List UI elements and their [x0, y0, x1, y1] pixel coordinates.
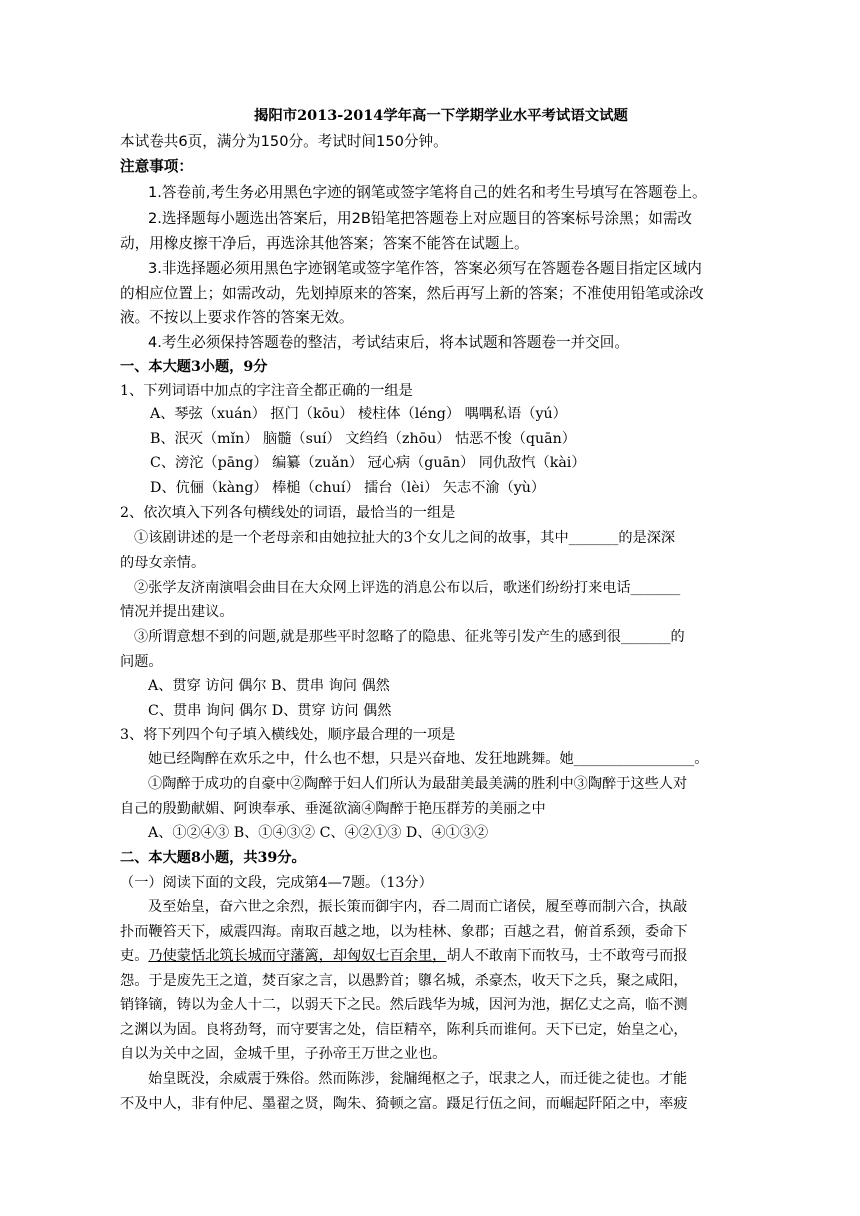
question-2-option: A、贯穿 访问 偶尔 B、贯串 询问 偶然 [148, 678, 390, 694]
question-1-stem: 1、下列词语中加点的字注音全都正确的一组是 [120, 383, 413, 399]
question-1-option: D、伉俪（kàng） 棒槌（chuí） 擂台（lèi） 矢志不渝（yù） [150, 480, 546, 496]
sentence-text: ③所谓意想不到的问题,就是那些平时忽略了的隐患、征兆等引发产生的感到很 [134, 629, 621, 645]
reading-subheading: （一）阅读下面的文段，完成第4—7题。（13分） [120, 875, 433, 891]
question-2-sentence-1-cont: 的母女亲情。 [120, 555, 206, 571]
notice-line: 4.考生必须保持答题卷的整洁，考试结束后，将本试题和答题卷一并交回。 [148, 334, 629, 351]
notice-line: 液。不按以上要求作答的答案无效。 [120, 309, 354, 326]
exam-intro: 本试卷共6页，满分为150分。考试时间150分钟。 [120, 133, 448, 150]
question-2-sentence-3-cont: 问题。 [120, 654, 163, 670]
passage-line: 始皇既没，余威震于殊俗。然而陈涉，瓮牖绳枢之子，氓隶之人，而迁徙之徒也。才能 [148, 1071, 688, 1087]
question-1-option: B、泯灭（mǐn） 脑髓（suí） 文绉绉（zhōu） 怙恶不悛（quān） [150, 431, 576, 447]
passage-line: 及至始皇，奋六世之余烈，振长策而御宇内，吞二周而亡诸侯，履至尊而制六合，执敲 [148, 899, 688, 915]
question-3-stem: 3、将下列四个句子填入横线处，顺序最合理的一项是 [120, 727, 456, 743]
question-3-options: A、①②④③ B、①④③② C、④②①③ D、④①③② [148, 825, 489, 841]
exam-title: 揭阳市2013-2014学年高一下学期学业水平考试语文试题 [254, 107, 628, 124]
notice-line: 3.非选择题必须用黑色字迹钢笔或签字笔作答，答案必须写在答题卷各题目指定区域内 [148, 260, 702, 277]
question-2-stem: 2、依次填入下列各句横线处的词语，最恰当的一组是 [120, 505, 456, 521]
section-1-heading: 一、本大题3小题，9分 [120, 359, 268, 375]
passage-line: 销锋镝，铸以为金人十二，以弱天下之民。然后践华为城，因河为池，据亿丈之高，临不测 [120, 997, 688, 1013]
question-2-option: C、贯串 询问 偶尔 D、贯穿 访问 偶然 [148, 703, 392, 719]
underlined-sentence: 乃使蒙恬北筑长城而守藩篱，却匈奴七百余里， [148, 948, 447, 964]
notice-line: 2.选择题每小题选出答案后，用2B铅笔把答题卷上对应题目的答案标号涂黑；如需改 [148, 210, 693, 227]
passage-text: 吏。 [120, 948, 149, 964]
notice-line: 动，用橡皮擦干净后，再选涂其他答案；答案不能答在试题上。 [120, 235, 529, 252]
answer-blank: _______ [568, 530, 619, 546]
passage-text: 胡人不敢南下而牧马，士不敢弯弓而报 [446, 948, 688, 964]
question-1-option: C、滂沱（pāng） 编纂（zuǎn） 冠心病（guān） 同仇敌忾（kài） [150, 455, 586, 471]
answer-blank: _______ [620, 629, 671, 645]
notice-line: 的相应位置上；如需改动，先划掉原来的答案，然后再写上新的答案；不准使用铅笔或涂改 [120, 285, 704, 302]
sentence-text: 她已经陶醉在欢乐之中，什么也不想，只是兴奋地、发狂地跳舞。她 [148, 751, 574, 767]
answer-blank: _______ [630, 580, 681, 596]
question-3-lead [148, 749, 708, 769]
passage-line: 怨。于是废先王之道，焚百家之言，以愚黔首；隳名城，杀豪杰，收天下之兵，聚之咸阳， [120, 973, 688, 989]
notice-heading: 注意事项： [120, 158, 193, 175]
passage-line: 之渊以为固。良将劲弩，而守要害之处，信臣精卒，陈利兵而谁何。天下已定，始皇之心， [120, 1022, 688, 1038]
sentence-text: 。 [694, 751, 709, 767]
question-3-sentences: ①陶醉于成功的自豪中②陶醉于妇人们所认为最甜美最美满的胜利中③陶醉于这些人对 [148, 776, 688, 792]
sentence-text: 的是深深 [618, 530, 676, 546]
question-2-sentence-2 [134, 578, 680, 598]
passage-line: 自以为关中之固，金城千里，子孙帝王万世之业也。 [120, 1046, 447, 1062]
sentence-text: 的 [670, 629, 685, 645]
notice-line: 1.答卷前,考生务必用黑色字迹的钢笔或签字笔将自己的姓名和考生号填写在答题卷上。 [148, 184, 707, 201]
question-2-sentence-2-cont: 情况并提出建议。 [120, 604, 234, 620]
section-2-heading: 二、本大题8小题，共39分。 [120, 850, 306, 866]
answer-blank: _________________ [573, 751, 695, 767]
sentence-text: ②张学友济南演唱会曲目在大众网上评选的消息公布以后，歌迷们纷纷打来电话 [134, 580, 631, 596]
question-3-sentences-cont: 自己的殷勤献媚、阿谀奉承、垂涎欲滴④陶醉于艳压群芳的美丽之中 [120, 801, 546, 817]
passage-line: 不及中人，非有仲尼、墨翟之贤，陶朱、猗顿之富。蹑足行伍之间，而崛起阡陌之中，率疲 [120, 1096, 688, 1112]
sentence-text: ①该剧讲述的是一个老母亲和由她拉扯大的3个女儿之间的故事，其中 [134, 530, 569, 546]
passage-line [120, 946, 688, 966]
question-2-sentence-3 [134, 627, 685, 647]
passage-line: 扑而鞭笞天下，威震四海。南取百越之地，以为桂林、象郡；百越之君，俯首系颈，委命下 [120, 924, 688, 940]
question-2-sentence-1 [134, 528, 675, 548]
question-1-option: A、琴弦（xuán） 抠门（kōu） 棱柱体（léng） 喁喁私语（yú） [150, 406, 567, 422]
